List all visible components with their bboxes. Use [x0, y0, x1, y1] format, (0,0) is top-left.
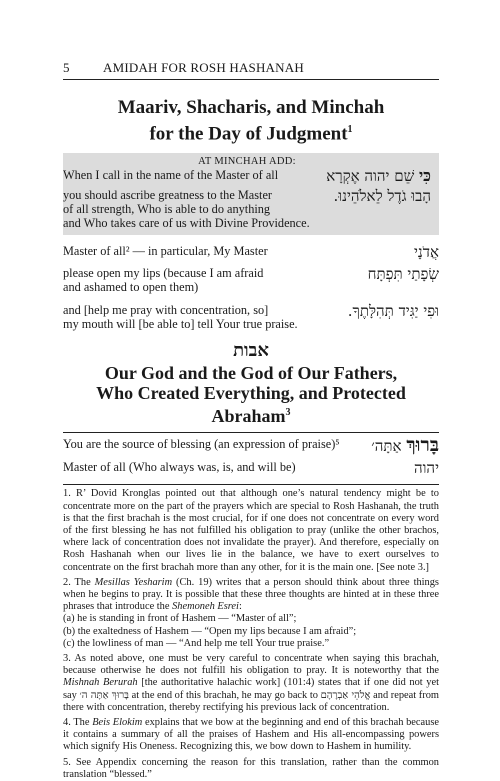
- header-rule: [63, 79, 439, 80]
- blessing-row-2: [63, 460, 439, 476]
- blessing-2-hebrew: יהוה: [413, 459, 439, 478]
- minchah-row-2-line: of all strength, Who is able to do anything: [63, 202, 271, 217]
- page-title: [63, 97, 439, 145]
- minchah-row-1-english: When I call in the name of the Master of all: [63, 168, 279, 183]
- section-title-line-2: [63, 383, 439, 426]
- fn3-hebrew: בָּרוּךְ אַתָּה ה׳: [79, 689, 129, 701]
- verse-3-hebrew: וּפִי יַגִּיד תְּהִלָּתֶךָ.: [347, 302, 439, 321]
- minchah-hebrew-rest: שֵׁם יהוה אֶקְרָא: [326, 167, 419, 186]
- verse-row-2: [63, 266, 439, 294]
- verse-1-english: Master of all² — in particular, My Master: [63, 244, 268, 259]
- verse-3-line: my mouth will [be able to] tell Your true praise.: [63, 317, 298, 332]
- section-title-line-1: Our God and the God of Our Fathers,: [104, 363, 398, 384]
- page-number: 5: [63, 60, 70, 75]
- fn4-text: explains that we bow at the beginning and end of this brachah because it contains a summary of all the praises of Hashem and His all-encompassing powers which signify His Oneness. Recognizing this, we bow down to Hashem in humility.: [63, 716, 439, 753]
- running-header: [63, 60, 439, 76]
- title-line-1: Maariv, Shacharis, and Minchah: [117, 97, 385, 118]
- minchah-row-1-hebrew: [326, 168, 431, 184]
- minchah-row-2: [63, 188, 431, 230]
- fn3-text: 3. As noted above, one must be very careful to concentrate when saying this brachah, because otherwise he does not fulfill his obligation to pray. It is noteworthy that the: [63, 652, 439, 677]
- fn2-item: (a) he is standing in front of Hashem — “Master of all”;: [63, 613, 297, 625]
- verse-3-line: and [help me pray with concentration, so]: [63, 303, 269, 318]
- verse-row-1: [63, 244, 439, 260]
- blessing-1-hebrew-rest: אַתָּה׳: [371, 437, 407, 456]
- fn3-text: and repeat from there with concentration, thereby rectifying his previous lack of concentration.: [63, 689, 439, 713]
- minchah-row-2-line: and Who takes care of us with Divine Providence.: [63, 216, 310, 231]
- verse-2-line: and ashamed to open them): [63, 280, 199, 295]
- fn2-italic: Shemoneh Esrei: [172, 601, 239, 613]
- verse-1-hebrew: אֲדֹנָי: [413, 243, 439, 262]
- verse-row-3: [63, 303, 439, 331]
- fn3-text: [the authoritative halachic work] (101:4) states that if one did not yet say: [63, 677, 439, 701]
- verse-2-english: [63, 266, 263, 294]
- minchah-hebrew-first-word: כִּי: [418, 166, 431, 186]
- section-footnote-ref: 3: [285, 407, 291, 419]
- verse-2-hebrew: שְׂפָתַי תִּפְתָּח: [367, 265, 439, 284]
- fn2-text: 2. The: [63, 576, 95, 588]
- minchah-heading: AT MINCHAH ADD:: [198, 156, 296, 168]
- minchah-row-2-line: you should ascribe greatness to the Master: [63, 188, 272, 203]
- section-hebrew-title: אבות: [233, 340, 269, 362]
- minchah-row-2-hebrew: הָבוּ גֹדֶל לֵאלֹהֵינוּ.: [333, 187, 431, 206]
- blessing-row-1: [63, 434, 439, 457]
- footnote-4: [63, 717, 439, 754]
- fn4-italic: Beis Elokim: [92, 716, 143, 728]
- footnote-2: [63, 577, 439, 650]
- footnote-5: 5. See Appendix concerning the reason for this translation, rather than the common translation “blessed.”: [63, 756, 439, 780]
- blessing-2-english: Master of all (Who always was, is, and will be): [63, 460, 296, 475]
- title-line-2: [63, 119, 439, 145]
- fn2-text: :: [238, 601, 242, 613]
- section-rule: [63, 432, 439, 433]
- fn2-item: (b) the exaltedness of Hashem — “Open my lips because I am afraid”;: [63, 625, 357, 637]
- fn2-text: (Ch. 19) writes that a person should think about three things when he begins to pray. It is possible that these three thoughts are hinted at in these three phrases that introduce the: [63, 576, 439, 613]
- minchah-row-2-english: [63, 188, 310, 230]
- blessing-1-english: You are the source of blessing (an expression of praise)⁵: [63, 437, 340, 452]
- fn2-item: (c) the lowliness of man — “And help me tell Your true praise.”: [63, 637, 330, 649]
- blessing-1-hebrew-big: בָּרוּךְ: [406, 434, 439, 457]
- fn3-italic: Mishnah Berurah: [63, 677, 138, 689]
- footnote-rule: [63, 484, 439, 485]
- section-title: [63, 363, 439, 426]
- minchah-row-1: [63, 168, 431, 184]
- footnote-3: [63, 653, 439, 714]
- blessing-1-hebrew: [371, 434, 439, 457]
- section-title-line-2-text: Who Created Everything, and Protected Abraham: [96, 383, 406, 427]
- verse-3-english: [63, 303, 298, 331]
- title-line-2-text: for the Day of Judgment: [149, 123, 348, 145]
- fn3-hebrew: אֱלֹהֵי אַבְרָהָם: [320, 689, 371, 701]
- fn4-text: 4. The: [63, 716, 93, 728]
- running-title: AMIDAH FOR ROSH HASHANAH: [103, 60, 304, 75]
- minchah-addition-box: [63, 153, 439, 235]
- fn2-italic: Mesillas Yesharim: [94, 576, 173, 588]
- footnote-1: 1. R’ Dovid Kronglas pointed out that although one’s natural tendency might be to concentrate more on the part of the prayers which are special to Rosh Hashanah, the truth is that the first brachah is the most crucial, for if one does not concentrate on every word of the first blessing he has not fulfilled his obligation to pray (unlike the other brachos, where lack of concentration does not invalidate the prayer). And therefore, especially on Rosh Hashanah when our lives lie in the balance, we have to exert ourselves to concentrate on the first brachah more than any other, for it is the main one. [See note 3.]: [63, 488, 439, 573]
- title-footnote-ref: 1: [347, 124, 353, 135]
- page: [63, 60, 439, 781]
- verse-2-line: please open my lips (because I am afraid: [63, 266, 264, 281]
- fn3-text: at the end of this brachah, he may go back to: [129, 689, 321, 701]
